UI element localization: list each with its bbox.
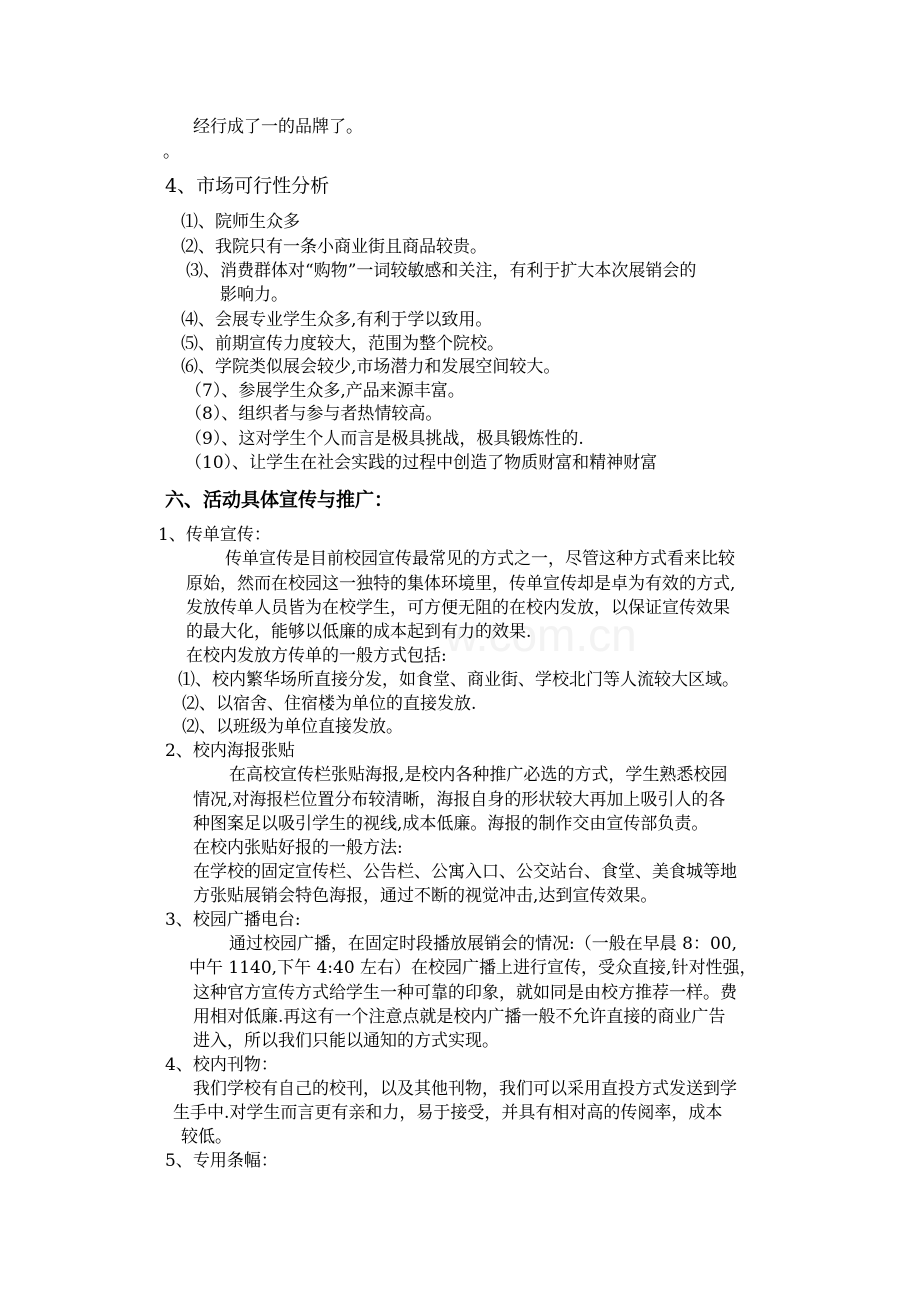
sub2-methods-intro: 在校内张贴好报的一般方法: — [193, 838, 403, 858]
sub1-paragraph-line: 传单宣传是目前校园宣传最常见的方式之一，尽管这种方式看来比较 — [225, 549, 735, 569]
sub4-paragraph-line: 较低。 — [181, 1127, 232, 1147]
section-4-heading: 4、市场可行性分析 — [165, 175, 330, 197]
sub1-paragraph-line: 原始，然而在校园这一独特的集体环境里，传单宣传却是卓为有效的方式, — [186, 574, 736, 594]
stray-mark: 。 — [163, 142, 180, 162]
sub4-title: 4、校内刊物： — [165, 1055, 278, 1075]
list-item: （9）、这对学生个人而言是极具挑战，极具锻炼性的. — [185, 429, 584, 449]
sub4-paragraph-line: 生手中.对学生而言更有亲和力，易于接受，并具有相对高的传阅率，成本 — [173, 1103, 723, 1123]
sub2-paragraph-line: 情况,对海报栏位置分布较清晰，海报自身的形状较大再加上吸引人的各 — [193, 790, 726, 810]
sub1-paragraph-line: 发放传单人员皆为在校学生，可方便无阻的在校内发放，以保证宣传效果 — [186, 598, 730, 618]
list-item: ⑹、学院类似展会较少,市场潜力和发展空间较大。 — [181, 357, 561, 377]
sub1-methods-intro: 在校内发放方传单的一般方式包括: — [186, 646, 447, 666]
list-item: ⑸、前期宣传力度较大，范围为整个院校。 — [181, 334, 504, 354]
list-item: （10）、让学生在社会实践的过程中创造了物质财富和精神财富 — [185, 453, 658, 473]
sub5-title: 5、专用条幅： — [165, 1151, 278, 1171]
list-item: ⑵、我院只有一条小商业街且商品较贵。 — [181, 237, 487, 257]
sub3-paragraph-line: 进入，所以我们只能以通知的方式实现。 — [193, 1031, 499, 1051]
sub2-paragraph-line: 在高校宣传栏张贴海报,是校内各种推广必选的方式，学生熟悉校园 — [229, 765, 728, 785]
sub2-title: 2、校内海报张贴 — [165, 741, 295, 761]
watermark: w.com.cn — [445, 609, 637, 661]
sub1-method: ⑵、以宿舍、住宿楼为单位的直接发放. — [182, 694, 477, 714]
sub3-paragraph-line: 通过校园广播，在固定时段播放展销会的情况:（一般在早晨 8：00, — [229, 934, 737, 954]
sub1-title: 1、传单宣传： — [158, 525, 271, 545]
list-item: ⑷、会展专业学生众多,有利于学以致用。 — [181, 310, 493, 330]
sub3-paragraph-line: 中午 1140,下午 4:40 左右）在校园广播上进行宣传，受众直接,针对性强， — [189, 958, 757, 978]
list-item: ⑴、院师生众多 — [181, 212, 300, 232]
sub2-paragraph-line: 种图案足以吸引学生的视线,成本低廉。海报的制作交由宣传部负责。 — [193, 814, 709, 834]
sub1-paragraph-line: 的最大化，能够以低廉的成本起到有力的效果. — [186, 622, 532, 642]
sub2-method-line: 方张贴展销会特色海报，通过不断的视觉冲击,达到宣传效果。 — [193, 886, 658, 906]
list-item: （7）、参展学生众多,产品来源丰富。 — [185, 381, 465, 401]
sub1-method: ⑴、校内繁华场所直接分发，如食堂、商业街、学校北门等人流较大区域。 — [178, 670, 739, 690]
sub4-paragraph-line: 我们学校有自己的校刊，以及其他刊物，我们可以采用直投方式发送到学 — [193, 1079, 737, 1099]
continued-text: 经行成了一的品牌了。 — [193, 117, 363, 137]
sub2-method-line: 在学校的固定宣传栏、公告栏、公寓入口、公交站台、食堂、美食城等地 — [193, 862, 737, 882]
sub3-paragraph-line: 这种官方宣传方式给学生一种可靠的印象，就如同是由校方推荐一样。费 — [193, 983, 737, 1003]
sub1-method: ⑵、以班级为单位直接发放。 — [182, 717, 403, 737]
list-item: ⑶、消费群体对“购物”一词较敏感和关注，有利于扩大本次展销会的 — [186, 261, 697, 281]
list-item: （8）、组织者与参与者热情较高。 — [185, 404, 443, 424]
sub3-title: 3、校园广播电台: — [165, 910, 301, 930]
list-item-continuation: 影响力。 — [220, 285, 288, 305]
sub3-paragraph-line: 用相对低廉.再这有一个注意点就是校内广播一般不允许直接的商业广告 — [193, 1007, 726, 1027]
section-6-heading: 六、活动具体宣传与推广： — [165, 489, 394, 511]
